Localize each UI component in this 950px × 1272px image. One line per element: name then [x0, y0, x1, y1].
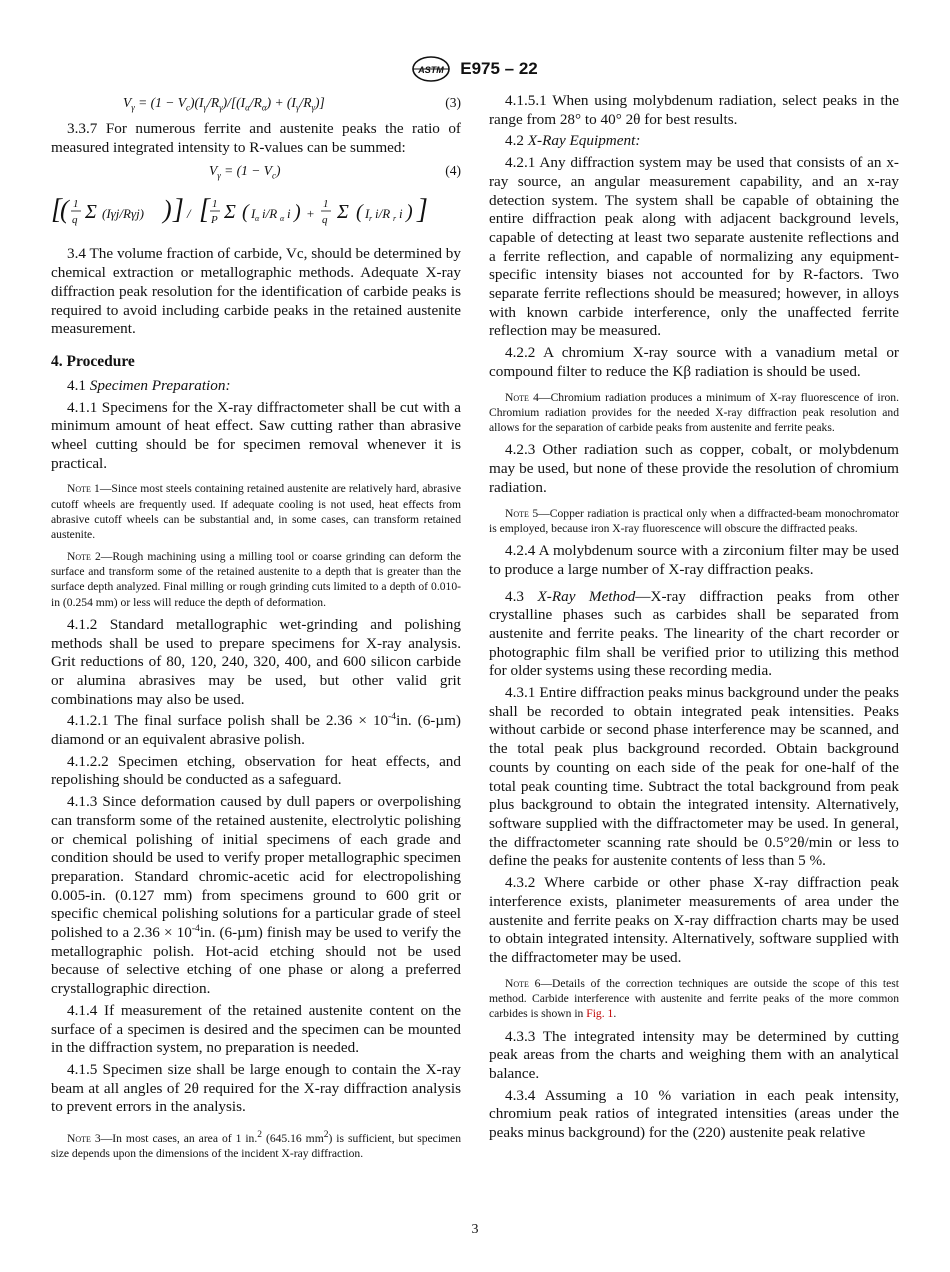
standard-designation: E975 – 22 — [460, 59, 538, 78]
paragraph-4-3-3: 4.3.3 The integrated intensity may be determined by cutting peak areas from the charts and weighing them with an analytical balance. — [489, 1027, 899, 1082]
paragraph-4-2-2: 4.2.2 A chromium X-ray source with a vanadium metal or compound filter to reduce the Kβ radiation is should be used. — [489, 344, 899, 380]
svg-text:α: α — [280, 214, 285, 224]
paragraph-3-4: 3.4 The volume fraction of carbide, Vc, should be determined by chemical extraction or metallographic methods. Adequate X-ray diffraction peak resolution for the identification of carbide peaks is required to avoid including carbide peaks in the retained austenite measurement. — [51, 245, 461, 338]
paragraph-4-1: 4.1 Specimen Preparation: — [67, 376, 231, 394]
svg-text:I: I — [365, 206, 370, 222]
svg-text:+: + — [306, 206, 315, 222]
left-column — [51, 92, 461, 1168]
svg-text:r: r — [393, 214, 397, 224]
svg-text:]: ] — [417, 194, 428, 226]
paragraph-4-1-1: 4.1.1 Specimens for the X-ray diffractometer shall be cut with a minimum amount of heat effect. Saw cutting rather than abrasive wheel cutting should be for specimen removal whenever it is practical. — [51, 398, 461, 472]
paragraph-4-1-2-2: 4.1.2.2 Specimen etching, observation for heat effects, and repolishing should be conducted as a safeguard. — [51, 752, 461, 789]
svg-text:α: α — [255, 214, 260, 224]
svg-text:[: [ — [199, 194, 210, 226]
figure-1-link[interactable]: Fig. 1 — [586, 1007, 614, 1021]
svg-text:i: i — [399, 206, 403, 222]
paragraph-4-2-1: 4.2.1 Any diffraction system may be used that consists of an x-ray source, an angular measurement capability, and an x-ray detection system. The system shall be capable of obtaining the entire diffraction peak along with adjacent background levels, capable of detecting at least two separate austenite reflections and a ferrite reflection, and capable of normalizing any equipment-specific intensity biases not accounted for by R-factors. Two separate ferrite reflections should be measured; however, in alloys with known carbide interference, only the unaffected ferrite reflection may be measured. — [489, 154, 899, 340]
paragraph-4-2: 4.2 X-Ray Equipment: — [505, 132, 641, 150]
svg-text:(: ( — [242, 201, 249, 224]
svg-text:[: [ — [51, 194, 62, 226]
paragraph-3-3-7: 3.3.7 For numerous ferrite and austenite peaks the ratio of measured integrated intensity to R-values can be summed: — [51, 120, 461, 156]
svg-text:1: 1 — [212, 198, 218, 211]
paragraph-4-3-2: 4.3.2 Where carbide or other phase X-ray diffraction peak interference exists, planimeter measurements of area under the austenite and ferrite peaks on X-ray diffraction charts may be used to obtain integrated intensity. Alternatively, software supplied with the diffractometer may be used. — [489, 874, 899, 966]
svg-text:P: P — [211, 214, 218, 227]
equation-4: $V_\gamma = (1 - V_c)$ (4) — [51, 160, 461, 182]
svg-text:q: q — [322, 214, 328, 227]
note-2: Note 2—Rough machining using a milling tool or coarse grinding can deform the surface and transform some of the retained austenite to a depth that is greater than the surface depth analyzed. Final milling or rough grinding cuts limited to a depth of 0.010-in (0.254 mm) or less will reduce the depth of deformation. — [51, 549, 462, 609]
paragraph-4-1-5: 4.1.5 Specimen size shall be large enough to contain the X-ray beam at all angles of 2θ required for the X-ray diffraction analysis to prevent errors in the analysis. — [51, 1060, 461, 1116]
paragraph-4-3-1: 4.3.1 Entire diffraction peaks minus background under the peaks shall be recorded to obtain integrated peak intensities. Peaks without carbide or second phase interference may be scanned, and the total peak plus background recorded. Obtain background counts by counting on each side of the peak for one-half of the total peak counting time. Subtract the total background from peak plus background to obtain the integrated intensity. Alternatively, software supplied with the diffractometer may be used. In general, the diffractometer scanning rate should be 0.5°2θ/min or less to define the peaks for austenite contents of less than 5 %. — [489, 684, 899, 870]
svg-text:Σ: Σ — [337, 201, 349, 224]
svg-text:Σ: Σ — [224, 201, 236, 224]
note-3: Note 3—In most cases, an area of 1 in.$^2$ (645.16 $mm^2$) is sufficient, but specimen size depends upon the dimensions of the incident X-ray diffraction. — [51, 1130, 462, 1161]
equation-number: (3) — [445, 95, 461, 110]
svg-text:): ) — [163, 195, 172, 225]
svg-text:/: / — [187, 206, 191, 222]
paragraph-4-3: 4.3 X-Ray Method—X-ray diffraction peaks from other crystalline phases such as carbides shall be separated from austenite and ferrite peaks. The linearity of the chart recorder or photographic film shall be verified prior to utilizing this method for older systems using these recording media. — [489, 587, 900, 680]
svg-text:): ) — [294, 201, 301, 224]
paragraph-4-2-3: 4.2.3 Other radiation such as copper, cobalt, or molybdenum may be used, but none of these provide the resolution of chromium radiation. — [489, 441, 899, 496]
paragraph-4-1-3: 4.1.3 Since deformation caused by dull papers or overpolishing can transform some of the retained austenite, electrolytic polishing or chemical polishing of initial specimens of each grade and condition should be used to verify proper metallographic specimen preparation. Standard chromic-acetic acid for electropolishing 0.005-in. (0.127 mm) from specimens ground to 600 grit or specific chemical polishing solutions for a particular grade of steel polished to a $2.36 \times 10^{-4}in$. (6-µm) finish may be used to verify the metallographic polish. Hot-acid etching should not be used because of selective etching of one phase or along a preferred crystallographic direction. — [51, 793, 461, 998]
page-header — [0, 56, 950, 82]
paragraph-4-3-4: 4.3.4 Assuming a 10 % variation in each peak intensity, chromium peak ratios of integrated intensities (areas under the peaks minus background) for the (220) austenite peak relative — [489, 1086, 899, 1142]
note-6: Note 6—Details of the correction techniques are outside the scope of this test method. Carbide interference with austenite and ferrite peaks of the more common carbides is shown in Fig. 1. — [489, 976, 899, 1021]
paragraph-4-1-2: 4.1.2 Standard metallographic wet-grinding and polishing methods shall be used to prepare specimens for X-ray analysis. Grit reductions of 80, 120, 240, 320, 400, and 600 silicon carbide or alumina abrasives may be used, but other valid grit combinations may also be used. — [51, 615, 461, 708]
note-1: Note 1—Since most steels containing retained austenite are relatively hard, abrasive cutoff wheels are frequently used. If adequate cooling is not used, heat effects from abrasive cutoff wheels can be substantial and, in some cases, can transform retained austenite. — [51, 482, 461, 542]
equation-4-summation — [51, 192, 461, 232]
page-number: 3 — [471, 1222, 479, 1237]
svg-text:1: 1 — [323, 198, 329, 211]
svg-text:i/R: i/R — [375, 206, 391, 222]
svg-text:(Iγj/Rγj): (Iγj/Rγj) — [102, 206, 145, 222]
svg-text:(: ( — [356, 201, 363, 224]
svg-text:Σ: Σ — [85, 201, 97, 224]
svg-text:(: ( — [60, 195, 69, 225]
svg-text:r: r — [369, 214, 373, 224]
equation-3: $V_\gamma = (1 - V_c)(I_\gamma/R_\gamma)/[(I_\alpha/R_\alpha) + (I_\gamma/R_\gamma)]$ (3) — [51, 92, 461, 114]
equation-number: (4) — [445, 163, 461, 179]
svg-text:ASTM: ASTM — [418, 65, 444, 75]
astm-logo-icon — [412, 56, 450, 82]
paragraph-4-1-5-1: 4.1.5.1 When using molybdenum radiation, select peaks in the range from 28° to 40° 2θ for best results. — [489, 92, 899, 128]
paragraph-4-1-2-1: 4.1.2.1 The final surface polish shall be $2.36 \times 10^{-4}in$. (6-µm) diamond or an equivalent abrasive polish. — [51, 712, 461, 749]
right-column — [489, 92, 899, 1146]
svg-text:q: q — [72, 214, 78, 227]
svg-text:1: 1 — [73, 198, 79, 211]
svg-text:): ) — [406, 201, 413, 224]
paragraph-4-1-4: 4.1.4 If measurement of the retained austenite content on the surface of a specimen is desired and the specimen can be mounted in the diffraction system, no preparation is needed. — [51, 1001, 461, 1057]
paragraph-4-2-4: 4.2.4 A molybdenum source with a zirconium filter may be used to produce a large number of X-ray diffraction peaks. — [489, 542, 899, 578]
svg-text:i/R: i/R — [262, 206, 278, 222]
note-5: Note 5—Copper radiation is practical only when a diffracted-beam monochromator is employed, because iron X-ray fluorescence will obscure the diffracted peaks. — [489, 506, 899, 535]
svg-text:i: i — [287, 206, 291, 222]
svg-text:I: I — [251, 206, 256, 222]
section-heading-procedure: 4. Procedure — [51, 352, 135, 370]
svg-text:]: ] — [173, 194, 184, 226]
note-4: Note 4—Chromium radiation produces a minimum of X-ray fluorescence of iron. Chromium radiation provides for the needed X-ray diffraction peak resolution and allows for the separation of carbide peaks from austenite and ferrite peaks. — [489, 390, 899, 435]
